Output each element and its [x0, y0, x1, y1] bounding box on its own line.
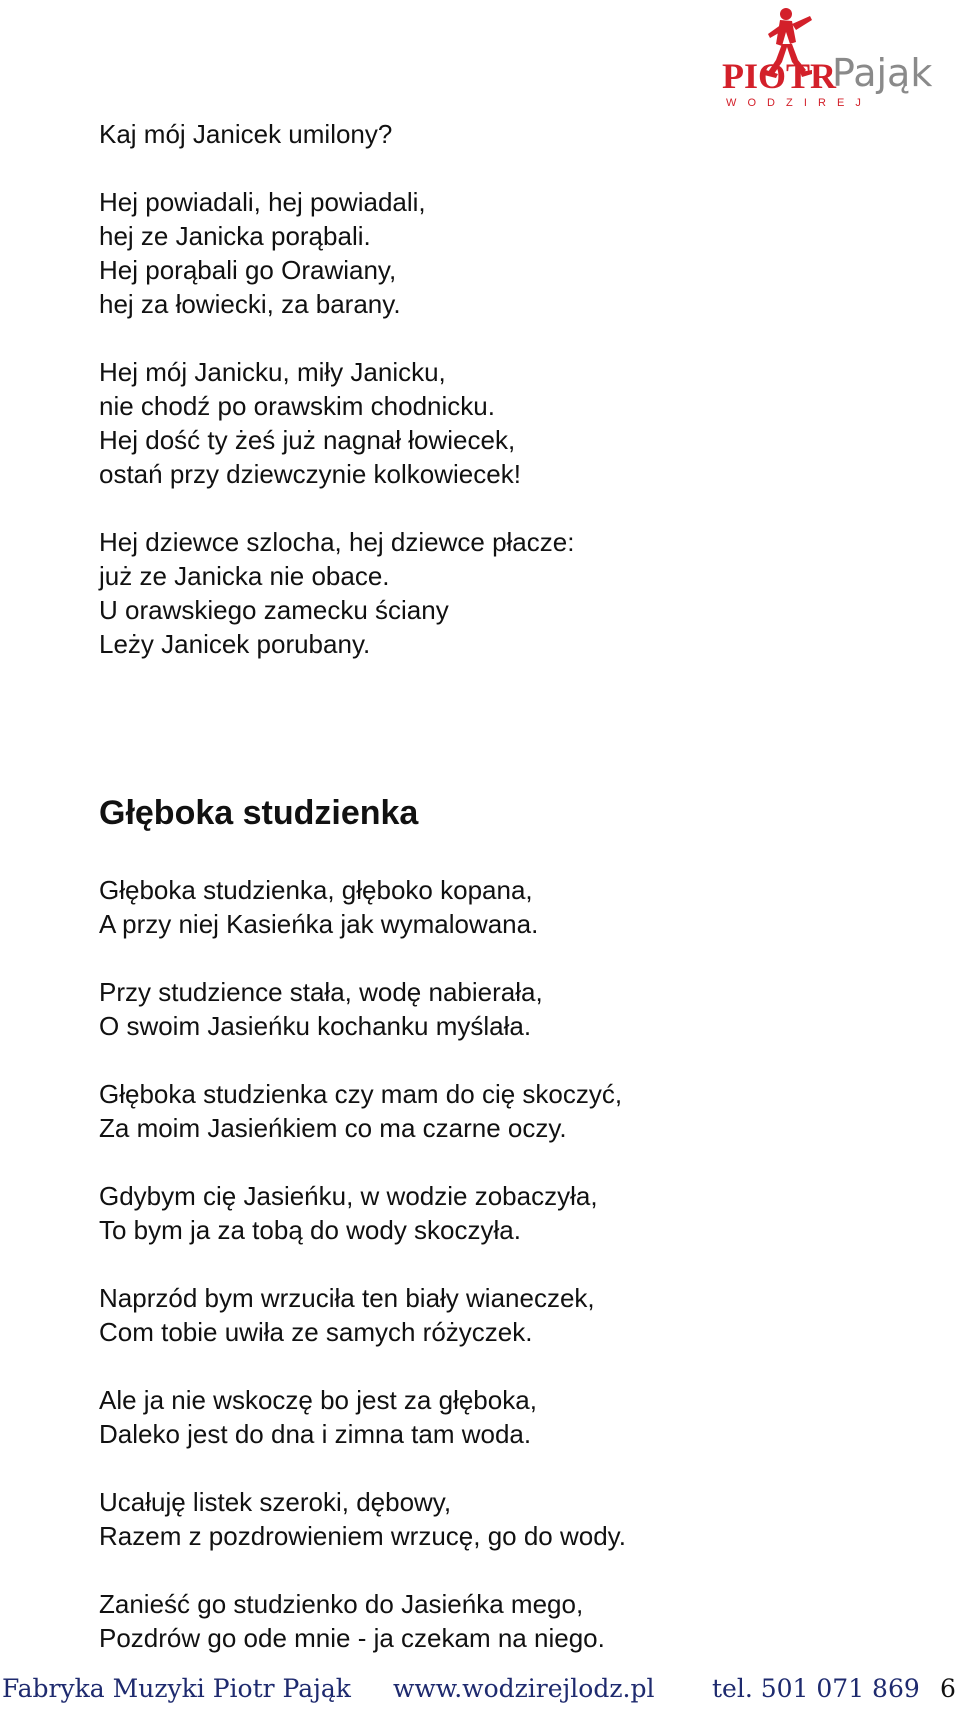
brand-logo [722, 4, 958, 108]
lyric-line: Gdybym cię Jasieńku, w wodzie zobaczyła, [99, 1181, 598, 1211]
lyric-line: Ucałuję listek szeroki, dębowy, [99, 1487, 452, 1517]
lyric-line: Naprzód bym wrzuciła ten biały wianeczek, [99, 1283, 595, 1313]
song-lyrics [99, 873, 919, 1655]
lyric-line: już ze Janicka nie obace. [99, 561, 390, 591]
lyric-line: hej za łowiecki, za barany. [99, 289, 401, 319]
document-body [99, 117, 919, 1689]
lyric-line: Pozdrów go ode mnie - ja czekam na niego. [99, 1623, 605, 1653]
stanza [99, 1485, 919, 1553]
lyric-line: Hej mój Janicku, miły Janicku, [99, 357, 446, 387]
logo-first-name: PIOTR [722, 56, 837, 96]
lyric-line: Ale ja nie wskoczę bo jest za głęboka, [99, 1385, 537, 1415]
lyric-line: nie chodź po orawskim chodnicku. [99, 391, 495, 421]
lyric-line: Głęboka studzienka, głęboko kopana, [99, 875, 533, 905]
lyric-line: Hej powiadali, hej powiadali, [99, 187, 426, 217]
lyric-line: hej ze Janicka porąbali. [99, 221, 371, 251]
stanza [99, 525, 919, 661]
lyric-line: Hej porąbali go Orawiany, [99, 255, 397, 285]
stanza [99, 1587, 919, 1655]
footer-phone: tel. 501 071 869 [712, 1674, 920, 1703]
lyric-line: ostań przy dziewczynie kolkowiecek! [99, 459, 521, 489]
lyric-line: To bym ja za tobą do wody skoczyła. [99, 1215, 521, 1245]
stanza [99, 1383, 919, 1451]
song-title: Głęboka studzienka [99, 794, 419, 832]
stanza [99, 1281, 919, 1349]
stanza [99, 975, 919, 1043]
footer-website: www.wodzirejlodz.pl [393, 1674, 655, 1703]
lyric-line: Za moim Jasieńkiem co ma czarne oczy. [99, 1113, 567, 1143]
stanza [99, 185, 919, 321]
footer-company: Fabryka Muzyki Piotr Pająk [2, 1674, 351, 1703]
page-footer [0, 1672, 960, 1706]
page-number: 6 [940, 1674, 956, 1703]
lyric-line: Głęboka studzienka czy mam do cię skoczyć, [99, 1079, 623, 1109]
lyric-line: Zanieść go studzienko do Jasieńka mego, [99, 1589, 584, 1619]
stanza [99, 873, 919, 941]
lyric-line: A przy niej Kasieńka jak wymalowana. [99, 909, 539, 939]
stanza [99, 1077, 919, 1145]
continued-poem [99, 117, 919, 661]
stanza [99, 117, 919, 151]
lyric-line: Com tobie uwiła ze samych różyczek. [99, 1317, 533, 1347]
logo-last-name: Pająk [832, 51, 933, 95]
stanza [99, 1179, 919, 1247]
lyric-line: Hej dziewce szlocha, hej dziewce płacze: [99, 527, 575, 557]
lyric-line: Razem z pozdrowieniem wrzucę, go do wody. [99, 1521, 626, 1551]
stanza [99, 355, 919, 491]
logo-tagline: W O D Z I R E J [726, 97, 865, 108]
lyric-line: Hej dość ty żeś już nagnał łowiecek, [99, 425, 516, 455]
lyric-line: Kaj mój Janicek umilony? [99, 119, 393, 149]
lyric-line: O swoim Jasieńku kochanku myślała. [99, 1011, 532, 1041]
lyric-line: Leży Janicek porubany. [99, 629, 371, 659]
lyric-line: Daleko jest do dna i zimna tam woda. [99, 1419, 532, 1449]
lyric-line: U orawskiego zamecku ściany [99, 595, 449, 625]
lyric-line: Przy studzience stała, wodę nabierała, [99, 977, 543, 1007]
